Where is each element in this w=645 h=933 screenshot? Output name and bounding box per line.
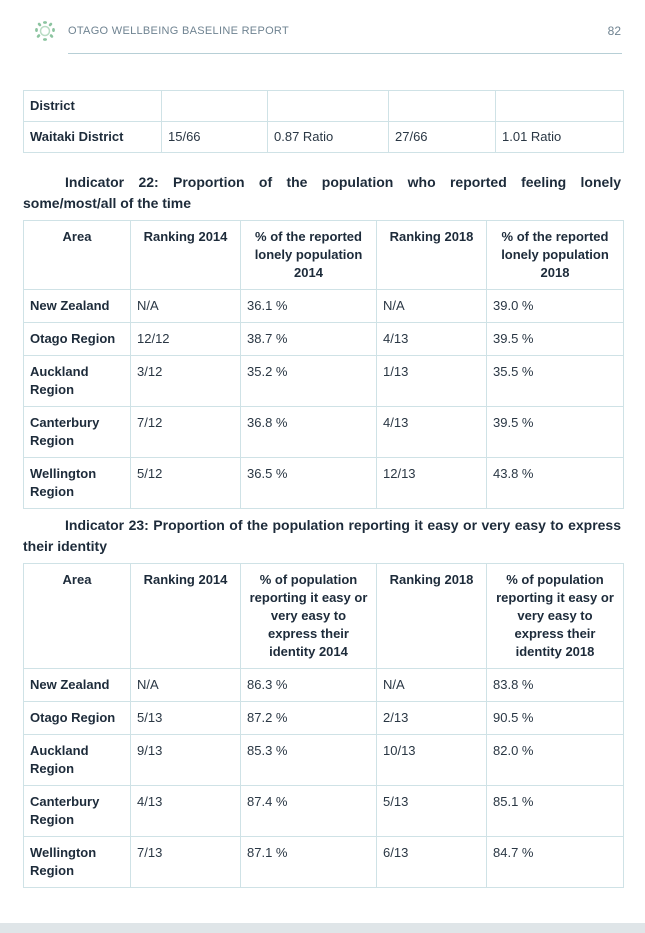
value-cell: 39.5 % [487, 407, 624, 458]
report-title: OTAGO WELLBEING BASELINE REPORT [68, 25, 290, 37]
table-row [24, 407, 624, 458]
column-header: Area [24, 221, 131, 290]
value-cell: 35.5 % [487, 356, 624, 407]
table-row [24, 786, 624, 837]
value-cell: 36.8 % [241, 407, 377, 458]
indicator-22-title: Indicator 22: Proportion of the population who reported feeling lonely some/most/all of the time [23, 174, 621, 211]
value-cell: 39.5 % [487, 323, 624, 356]
indicator-23-table [23, 563, 624, 888]
value-cell: 4/13 [377, 407, 487, 458]
column-header: % of population reporting it easy or very easy to express their identity 2018 [487, 564, 624, 669]
column-header: % of the reported lonely population 2018 [487, 221, 624, 290]
value-cell: 87.4 % [241, 786, 377, 837]
value-cell: 35.2 % [241, 356, 377, 407]
value-cell: N/A [131, 290, 241, 323]
row-label-cell: Wellington Region [24, 458, 131, 509]
row-label-cell: Auckland Region [24, 356, 131, 407]
value-cell: 84.7 % [487, 837, 624, 888]
column-header: % of the reported lonely population 2014 [241, 221, 377, 290]
column-header: % of population reporting it easy or very easy to express their identity 2014 [241, 564, 377, 669]
value-cell: 82.0 % [487, 735, 624, 786]
table-row [24, 458, 624, 509]
value-cell: 38.7 % [241, 323, 377, 356]
value-cell: N/A [377, 669, 487, 702]
value-cell: 7/13 [131, 837, 241, 888]
header-divider [68, 53, 622, 54]
row-label-cell: Otago Region [24, 323, 131, 356]
value-cell: 5/13 [131, 702, 241, 735]
table-header-row [24, 221, 624, 290]
value-cell: 1.01 Ratio [496, 122, 624, 153]
table-row [24, 122, 624, 153]
value-cell: 9/13 [131, 735, 241, 786]
value-cell: 12/13 [377, 458, 487, 509]
row-label-cell: Auckland Region [24, 735, 131, 786]
value-cell: 87.1 % [241, 837, 377, 888]
column-header: Ranking 2014 [131, 221, 241, 290]
value-cell [389, 91, 496, 122]
table-row [24, 290, 624, 323]
table-row [24, 669, 624, 702]
value-cell: N/A [377, 290, 487, 323]
value-cell: 5/13 [377, 786, 487, 837]
value-cell: 7/12 [131, 407, 241, 458]
value-cell: 3/12 [131, 356, 241, 407]
column-header: Ranking 2014 [131, 564, 241, 669]
table-row [24, 356, 624, 407]
row-label-cell: Otago Region [24, 702, 131, 735]
indicator-22-table [23, 220, 624, 509]
table-row [24, 323, 624, 356]
value-cell: 39.0 % [487, 290, 624, 323]
row-label-cell: Waitaki District [24, 122, 162, 153]
row-label-cell: Canterbury Region [24, 786, 131, 837]
value-cell: 87.2 % [241, 702, 377, 735]
row-label-cell: Wellington Region [24, 837, 131, 888]
value-cell: N/A [131, 669, 241, 702]
value-cell: 15/66 [162, 122, 268, 153]
column-header: Ranking 2018 [377, 221, 487, 290]
table-row [24, 735, 624, 786]
value-cell: 85.3 % [241, 735, 377, 786]
value-cell: 1/13 [377, 356, 487, 407]
value-cell: 5/12 [131, 458, 241, 509]
value-cell: 43.8 % [487, 458, 624, 509]
leaf-wreath-logo-icon [34, 20, 56, 42]
value-cell: 4/13 [377, 323, 487, 356]
value-cell: 0.87 Ratio [268, 122, 389, 153]
value-cell: 2/13 [377, 702, 487, 735]
page-number: 82 [607, 24, 621, 38]
column-header: Ranking 2018 [377, 564, 487, 669]
value-cell: 83.8 % [487, 669, 624, 702]
page-header [34, 20, 624, 44]
table-header-row [24, 564, 624, 669]
row-label-cell: Canterbury Region [24, 407, 131, 458]
value-cell: 36.5 % [241, 458, 377, 509]
indicator-23-title: Indicator 23: Proportion of the population reporting it easy or very easy to express their identity [23, 517, 621, 554]
value-cell: 27/66 [389, 122, 496, 153]
table-row [24, 91, 624, 122]
value-cell: 4/13 [131, 786, 241, 837]
table-row [24, 837, 624, 888]
value-cell [268, 91, 389, 122]
row-label-cell: New Zealand [24, 669, 131, 702]
value-cell [496, 91, 624, 122]
footer-bar [0, 923, 645, 933]
row-label-cell: District [24, 91, 162, 122]
value-cell: 10/13 [377, 735, 487, 786]
value-cell: 85.1 % [487, 786, 624, 837]
value-cell [162, 91, 268, 122]
value-cell: 12/12 [131, 323, 241, 356]
row-label-cell: New Zealand [24, 290, 131, 323]
value-cell: 86.3 % [241, 669, 377, 702]
district-table [23, 90, 624, 153]
value-cell: 90.5 % [487, 702, 624, 735]
value-cell: 6/13 [377, 837, 487, 888]
table-row [24, 702, 624, 735]
value-cell: 36.1 % [241, 290, 377, 323]
column-header: Area [24, 564, 131, 669]
